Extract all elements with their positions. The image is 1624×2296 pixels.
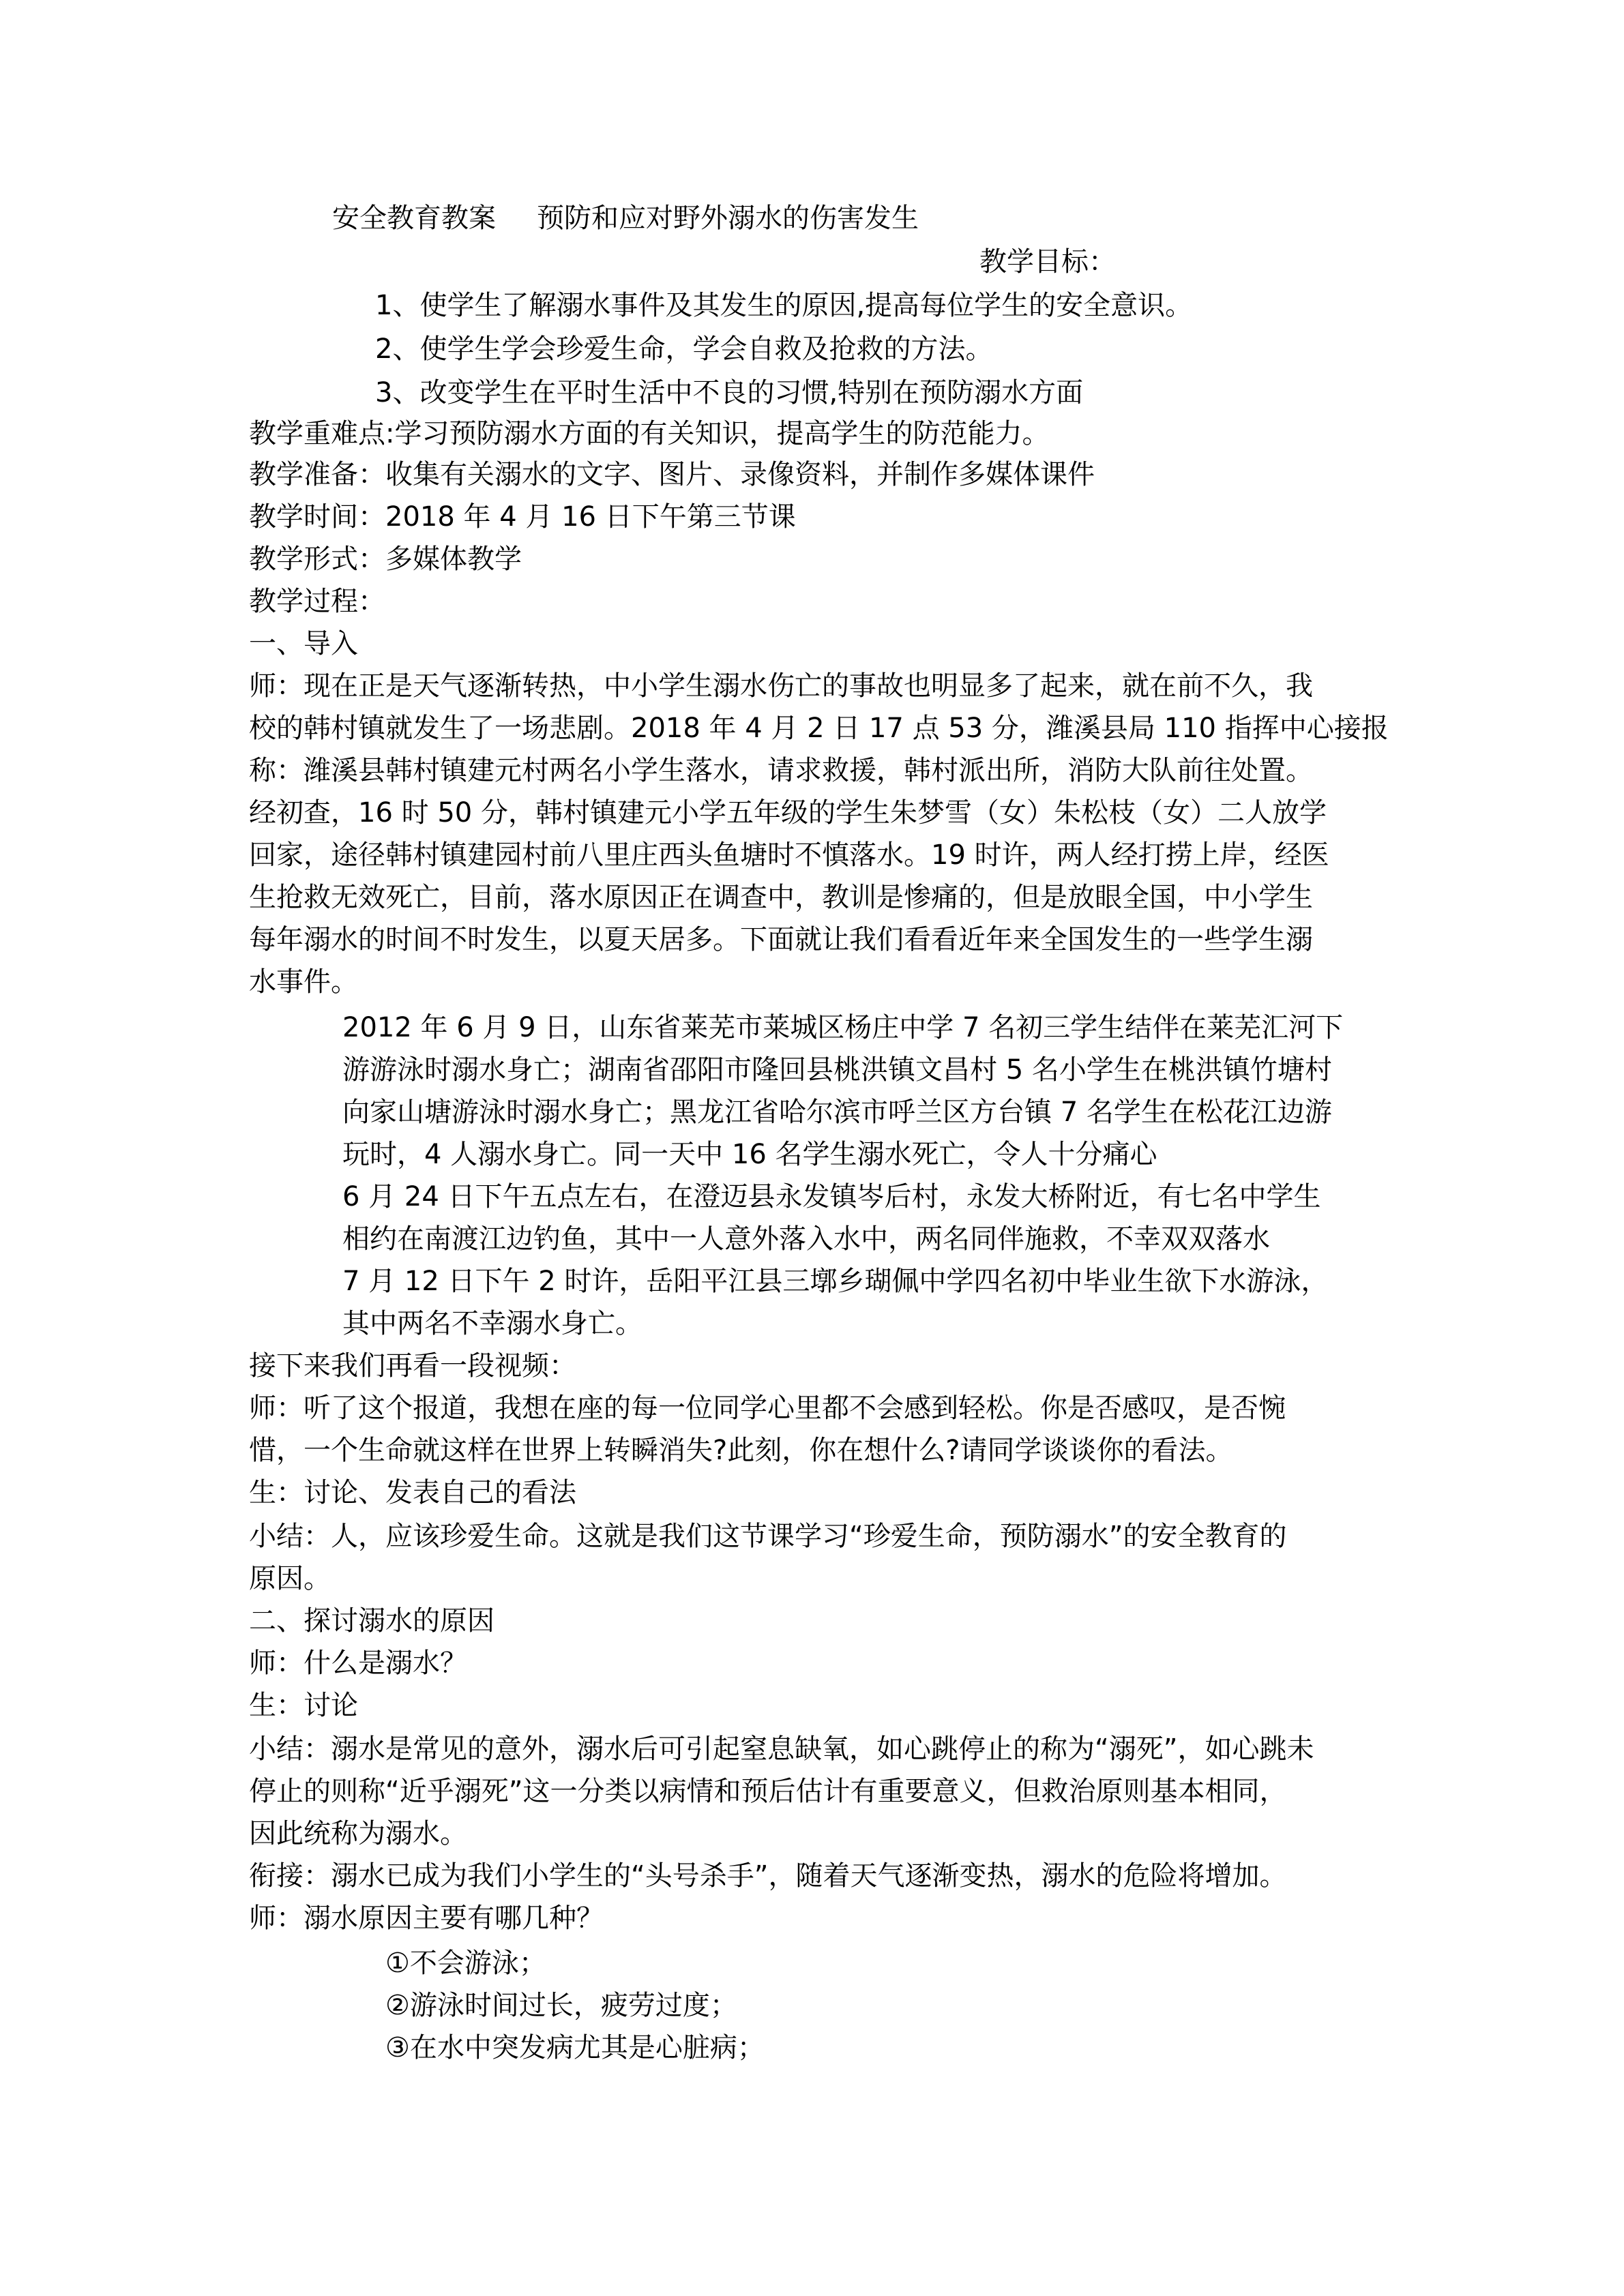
preparation: 教学准备：收集有关溺水的文字、图片、录像资料，并制作多媒体课件	[249, 459, 1095, 490]
intro-line: 师：现在正是天气逐渐转热，中小学生溺水伤亡的事故也明显多了起来，就在前不久，我	[249, 670, 1313, 702]
intro-line: 校的韩村镇就发生了一场悲剧。2018 年 4 月 2 日 17 点 53 分，潍溪县局 110 指挥中心接报	[249, 713, 1389, 744]
summary-line: 原因。	[249, 1563, 331, 1594]
lesson-form: 教学形式：多媒体教学	[249, 543, 522, 575]
intro-line: 回家，途径韩村镇建园村前八里庄西头鱼塘时不慎落水。19 时许，两人经打捞上岸，经医	[249, 839, 1329, 871]
lesson-time: 教学时间：2018 年 4 月 16 日下午第三节课	[249, 501, 796, 533]
bullet-line: 7 月 12 日下午 2 时许，岳阳平江县三墎乡瑚佩中学四名初中毕业生欲下水游泳，	[342, 1266, 1329, 1297]
goal-item: 1、使学生了解溺水事件及其发生的原因,提高每位学生的安全意识。	[375, 290, 1193, 321]
goal-item: 2、使学生学会珍爱生命，学会自救及抢救的方法。	[375, 333, 993, 365]
summary-line: 小结：人，应该珍爱生命。这就是我们这节课学习“珍爱生命，预防溺水”的安全教育的	[249, 1521, 1287, 1552]
bullet-line: 相约在南渡江边钓鱼，其中一人意外落入水中，两名同伴施救，不幸双双落水	[342, 1223, 1270, 1255]
summary-line: 因此统称为溺水。	[249, 1818, 467, 1849]
cause-item: ①不会游泳；	[385, 1948, 546, 1979]
goal-item: 3、改变学生在平时生活中不良的习惯,特别在预防溺水方面	[375, 377, 1084, 408]
document-title	[332, 197, 919, 239]
intro-line: 每年溺水的时间不时发生，以夏天居多。下面就让我们看看近年来全国发生的一些学生溺	[249, 924, 1313, 955]
section-2-heading: 二、探讨溺水的原因	[249, 1605, 494, 1637]
title-part-1: 安全教育教案	[332, 203, 496, 234]
teacher-question: 师：什么是溺水？	[249, 1648, 467, 1679]
cause-item: ③在水中突发病尤其是心脏病；	[385, 2032, 765, 2063]
goal-heading: 教学目标：	[979, 246, 1116, 278]
summary-line: 停止的则称“近乎溺死”这一分类以病情和预后估计有重要意义，但救治原则基本相同，	[249, 1776, 1287, 1807]
transition-line: 衔接：溺水已成为我们小学生的“头号杀手”，随着天气逐渐变热，溺水的危险将增加。	[249, 1860, 1287, 1892]
intro-line: 经初查，16 时 50 分，韩村镇建元小学五年级的学生朱梦雪（女）朱松枝（女）二人放学	[249, 797, 1327, 829]
teacher-reflection-line: 师：听了这个报道，我想在座的每一位同学心里都不会感到轻松。你是否感叹，是否惋	[249, 1392, 1286, 1424]
bullet-line: 向家山塘游泳时溺水身亡；黑龙江省哈尔滨市呼兰区方台镇 7 名学生在松花江边游	[342, 1097, 1332, 1128]
process-heading: 教学过程：	[249, 586, 385, 617]
teacher-reflection-line: 惜，一个生命就这样在世界上转瞬消失?此刻，你在想什么?请同学谈谈你的看法。	[249, 1435, 1233, 1466]
intro-line: 生抢救无效死亡，目前，落水原因正在调查中，教训是惨痛的，但是放眼全国，中小学生	[249, 882, 1313, 913]
student-discussion: 生：讨论、发表自己的看法	[249, 1477, 576, 1508]
video-line: 接下来我们再看一段视频：	[249, 1350, 576, 1382]
bullet-line: 6 月 24 日下午五点左右，在澄迈县永发镇岑后村，永发大桥附近，有七名中学生	[342, 1181, 1321, 1212]
bullet-line: 游游泳时溺水身亡；湖南省邵阳市隆回县桃洪镇文昌村 5 名小学生在桃洪镇竹塘村	[342, 1054, 1332, 1086]
intro-line: 称：潍溪县韩村镇建元村两名小学生落水，请求救援，韩村派出所，消防大队前往处置。	[249, 755, 1313, 786]
section-1-heading: 一、导入	[249, 628, 358, 659]
title-part-2: 预防和应对野外溺水的伤害发生	[537, 203, 919, 234]
bullet-line: 玩时，4 人溺水身亡。同一天中 16 名学生溺水死亡，令人十分痛心	[342, 1139, 1157, 1170]
key-points: 教学重难点:学习预防溺水方面的有关知识，提高学生的防范能力。	[249, 418, 1050, 449]
cause-item: ②游泳时间过长，疲劳过度；	[385, 1990, 737, 2021]
teacher-question: 师：溺水原因主要有哪几种？	[249, 1903, 604, 1934]
intro-line: 水事件。	[249, 966, 358, 998]
student-answer: 生：讨论	[249, 1690, 358, 1721]
bullet-line: 2012 年 6 月 9 日，山东省莱芜市莱城区杨庄中学 7 名初三学生结伴在莱芜汇河下	[342, 1012, 1344, 1043]
bullet-line: 其中两名不幸溺水身亡。	[342, 1308, 643, 1339]
summary-line: 小结：溺水是常见的意外，溺水后可引起窒息缺氧，如心跳停止的称为“溺死”，如心跳未	[249, 1733, 1314, 1765]
